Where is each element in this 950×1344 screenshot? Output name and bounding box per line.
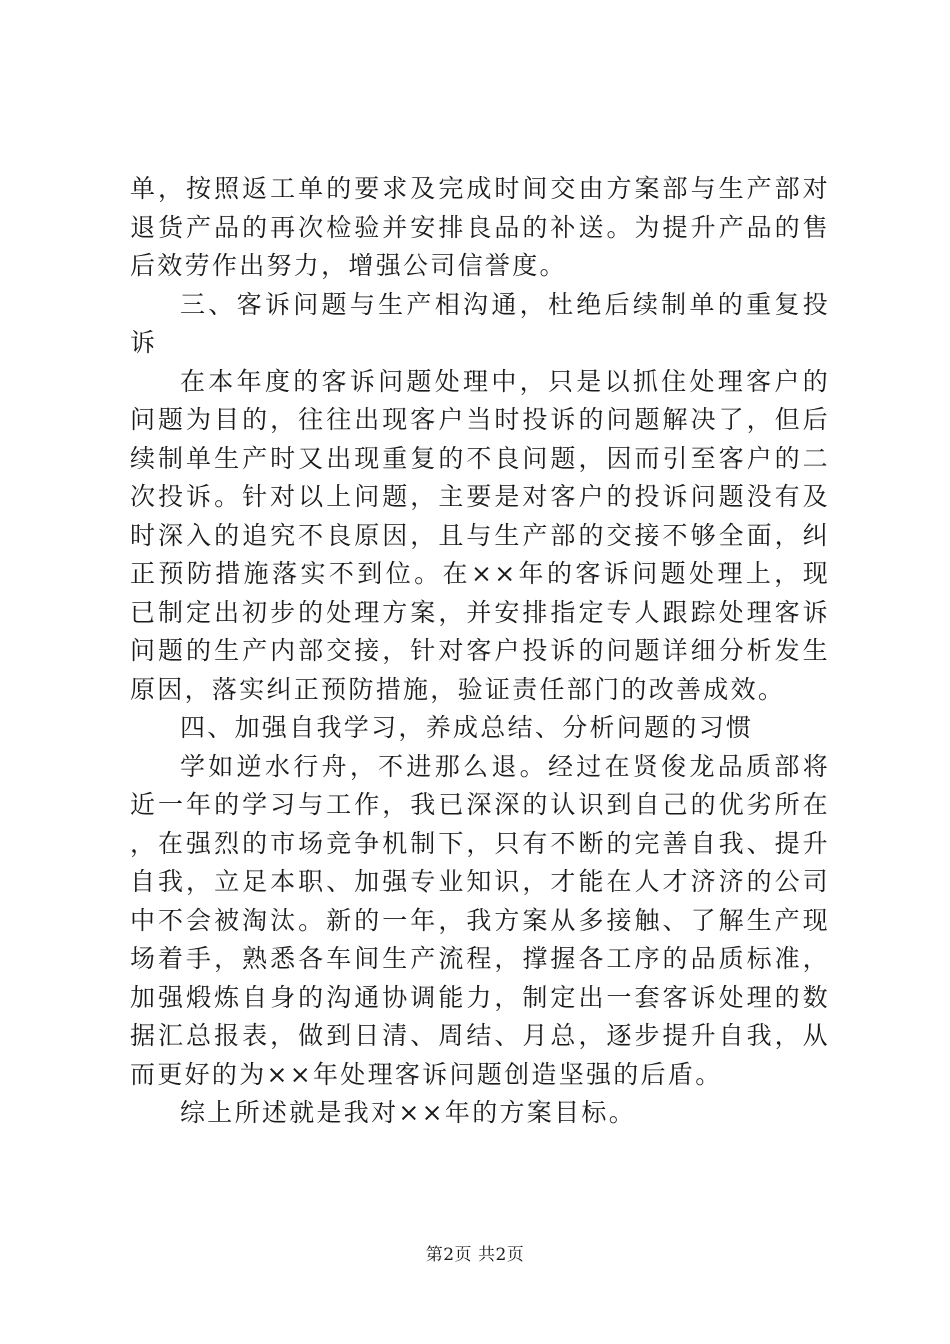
document-body bbox=[130, 170, 830, 1133]
section-heading-four: 四、加强自我学习，养成总结、分析问题的习惯 bbox=[180, 713, 754, 742]
paragraph-conclusion: 综上所述就是我对××年的方案目标。 bbox=[180, 1098, 636, 1127]
page-number-footer: 第2页 共2页 bbox=[425, 1245, 525, 1265]
paragraph-complaint-handling: 在本年度的客诉问题处理中，只是以抓住处理客户的问题为目的，往往出现客户当时投诉的问题解决了，但后续制单生产时又出现重复的不良问题，因而引至客户的二次投诉。针对以上问题，主要是对客户的投诉问题没有及时深入的追究不良原因，且与生产部的交接不够全面，纠正预防措施落实不到位。在××年的客诉问题处理上，现已制定出初步的处理方案，并安排指定专人跟踪处理客诉问题的生产内部交接，针对客户投诉的问题详细分析发生原因，落实纠正预防措施，验证责任部门的改善成效。 bbox=[130, 366, 830, 704]
section-heading-three: 三、客诉问题与生产相沟通，杜绝后续制单的重复投诉 bbox=[130, 289, 830, 357]
paragraph-continuation: 单，按照返工单的要求及完成时间交由方案部与生产部对退货产品的再次检验并安排良品的补送。为提升产品的售后效劳作出努力，增强公司信誉度。 bbox=[130, 174, 830, 280]
paragraph-self-learning: 学如逆水行舟，不进那么退。经过在贤俊龙品质部将近一年的学习与工作，我已深深的认识到自己的优劣所在，在强烈的市场竞争机制下，只有不断的完善自我、提升自我，立足本职、加强专业知识，才能在人才济济的公司中不会被淘汰。新的一年，我方案从多接触、了解生产现场着手，熟悉各车间生产流程，撑握各工序的品质标准，加强煅炼自身的沟通协调能力，制定出一套客诉处理的数据汇总报表，做到日清、周结、月总，逐步提升自我，从而更好的为××年处理客诉问题创造坚强的后盾。 bbox=[130, 751, 830, 1089]
